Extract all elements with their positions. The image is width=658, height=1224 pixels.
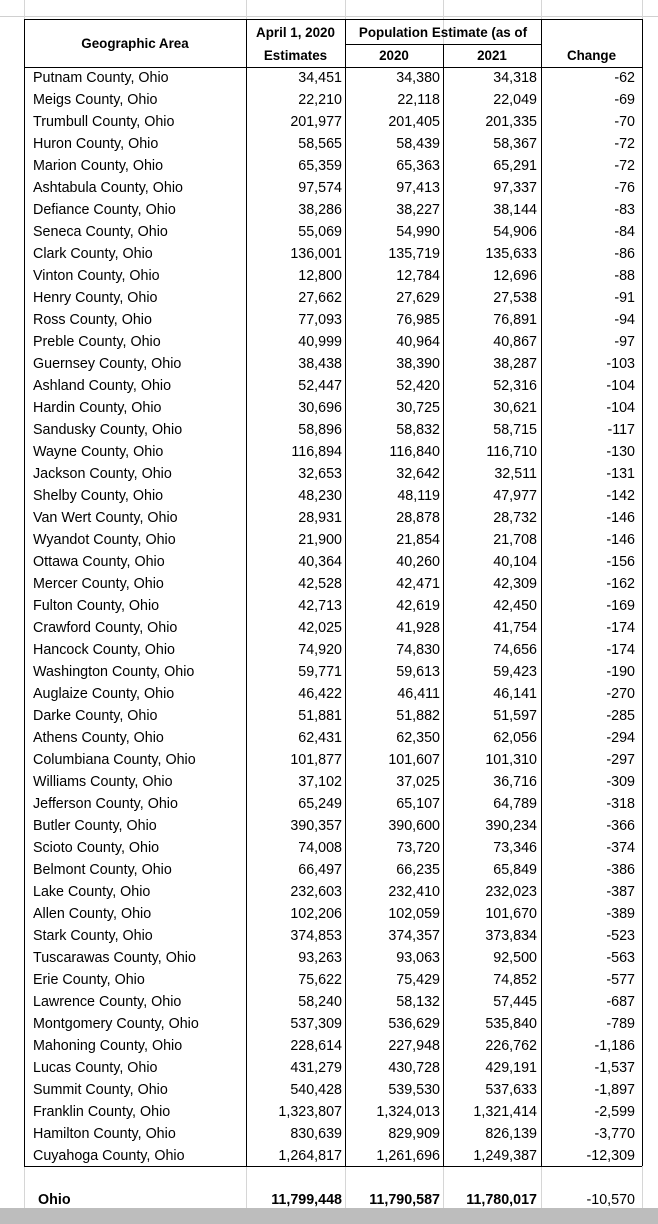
row-2021: 429,191 (485, 1060, 537, 1076)
row-base: 74,920 (298, 642, 342, 658)
row-area: Scioto County, Ohio (33, 840, 160, 856)
row-2020: 58,439 (396, 136, 440, 152)
row-base: 42,528 (298, 576, 342, 592)
row-change: -104 (606, 400, 635, 416)
table-right-border (642, 19, 643, 1166)
row-base: 228,614 (290, 1038, 342, 1054)
row-base: 12,800 (298, 268, 342, 284)
row-area: Ross County, Ohio (33, 312, 152, 328)
row-2021: 51,597 (493, 708, 537, 724)
row-area: Defiance County, Ohio (33, 202, 176, 218)
row-base: 232,603 (290, 884, 342, 900)
row-2021: 46,141 (493, 686, 537, 702)
row-2020: 227,948 (388, 1038, 440, 1054)
row-2021: 74,656 (493, 642, 537, 658)
row-2021: 1,321,414 (473, 1104, 537, 1120)
row-base: 116,894 (291, 444, 342, 460)
row-base: 37,102 (298, 774, 342, 790)
row-change: -389 (606, 906, 635, 922)
row-area: Wayne County, Ohio (33, 444, 164, 460)
row-2021: 74,852 (493, 972, 537, 988)
total-area: Ohio (38, 1192, 71, 1208)
row-change: -83 (614, 202, 635, 218)
row-2020: 32,642 (396, 466, 440, 482)
row-area: Belmont County, Ohio (33, 862, 172, 878)
row-2020: 58,132 (396, 994, 440, 1010)
row-2021: 58,367 (493, 136, 537, 152)
row-change: -3,770 (594, 1126, 635, 1142)
row-area: Seneca County, Ohio (33, 224, 168, 240)
row-area: Meigs County, Ohio (33, 92, 158, 108)
row-2021: 135,633 (485, 246, 537, 262)
row-2021: 65,849 (493, 862, 537, 878)
row-base: 390,357 (290, 818, 342, 834)
row-2020: 41,928 (396, 620, 440, 636)
row-2021: 21,708 (493, 532, 537, 548)
row-base: 74,008 (298, 840, 342, 856)
row-area: Putnam County, Ohio (33, 70, 169, 86)
row-change: -130 (606, 444, 635, 460)
row-2021: 57,445 (493, 994, 537, 1010)
row-base: 1,264,817 (278, 1148, 342, 1164)
row-2021: 65,291 (493, 158, 537, 174)
row-2020: 21,854 (396, 532, 440, 548)
row-area: Columbiana County, Ohio (33, 752, 196, 768)
row-change: -190 (606, 664, 635, 680)
row-2021: 27,538 (493, 290, 537, 306)
row-2020: 74,830 (396, 642, 440, 658)
row-2020: 374,357 (388, 928, 440, 944)
row-change: -1,186 (594, 1038, 635, 1054)
row-base: 42,713 (298, 598, 342, 614)
row-base: 77,093 (298, 312, 342, 328)
row-base: 101,877 (290, 752, 342, 768)
row-2020: 30,725 (396, 400, 440, 416)
row-area: Washington County, Ohio (33, 664, 195, 680)
row-change: -523 (606, 928, 635, 944)
row-area: Lucas County, Ohio (33, 1060, 158, 1076)
row-base: 102,206 (290, 906, 342, 922)
row-change: -104 (606, 378, 635, 394)
row-2020: 37,025 (396, 774, 440, 790)
row-2021: 101,310 (485, 752, 537, 768)
row-change: -174 (606, 620, 635, 636)
row-change: -72 (614, 158, 635, 174)
row-area: Preble County, Ohio (33, 334, 161, 350)
row-change: -577 (606, 972, 635, 988)
row-change: -146 (606, 532, 635, 548)
row-2020: 1,261,696 (376, 1148, 440, 1164)
total-2020: 11,790,587 (369, 1192, 440, 1208)
row-base: 62,431 (298, 730, 342, 746)
row-base: 51,881 (298, 708, 342, 724)
row-2021: 38,287 (493, 356, 537, 372)
row-base: 65,249 (298, 796, 342, 812)
row-change: -162 (606, 576, 635, 592)
row-2020: 58,832 (396, 422, 440, 438)
row-2021: 76,891 (493, 312, 537, 328)
row-area: Erie County, Ohio (33, 972, 145, 988)
horizontal-scrollbar[interactable] (0, 1208, 658, 1224)
row-2021: 32,511 (494, 466, 537, 482)
row-2021: 535,840 (485, 1016, 537, 1032)
header-estimates: Estimates (263, 48, 328, 63)
row-base: 58,896 (298, 422, 342, 438)
row-2020: 101,607 (388, 752, 440, 768)
row-change: -169 (606, 598, 635, 614)
row-2020: 38,227 (396, 202, 440, 218)
row-area: Hamilton County, Ohio (33, 1126, 176, 1142)
row-area: Jackson County, Ohio (33, 466, 172, 482)
row-2021: 101,670 (485, 906, 537, 922)
subheader-border (345, 44, 542, 45)
row-2021: 537,633 (485, 1082, 537, 1098)
row-change: -72 (614, 136, 635, 152)
row-2020: 232,410 (388, 884, 440, 900)
row-2021: 390,234 (485, 818, 537, 834)
row-change: -1,537 (594, 1060, 635, 1076)
row-area: Tuscarawas County, Ohio (33, 950, 196, 966)
row-base: 136,001 (290, 246, 342, 262)
row-change: -374 (606, 840, 635, 856)
row-2021: 62,056 (493, 730, 537, 746)
row-change: -387 (606, 884, 635, 900)
row-base: 38,438 (298, 356, 342, 372)
row-area: Allen County, Ohio (33, 906, 152, 922)
row-area: Van Wert County, Ohio (33, 510, 178, 526)
row-change: -687 (606, 994, 635, 1010)
row-base: 1,323,807 (278, 1104, 342, 1120)
row-area: Vinton County, Ohio (33, 268, 160, 284)
row-2021: 58,715 (493, 422, 537, 438)
row-area: Jefferson County, Ohio (33, 796, 178, 812)
row-area: Stark County, Ohio (33, 928, 153, 944)
row-area: Williams County, Ohio (33, 774, 173, 790)
row-2021: 92,500 (493, 950, 537, 966)
row-2021: 73,346 (493, 840, 537, 856)
row-2021: 30,621 (493, 400, 537, 416)
row-change: -88 (614, 268, 635, 284)
row-2020: 46,411 (397, 686, 440, 702)
row-change: -386 (606, 862, 635, 878)
row-2021: 42,450 (493, 598, 537, 614)
row-base: 30,696 (298, 400, 342, 416)
row-2021: 1,249,387 (473, 1148, 537, 1164)
row-change: -131 (606, 466, 635, 482)
row-2020: 54,990 (396, 224, 440, 240)
row-base: 38,286 (298, 202, 342, 218)
row-base: 28,931 (298, 510, 342, 526)
row-2020: 102,059 (388, 906, 440, 922)
row-2020: 40,964 (396, 334, 440, 350)
row-area: Ashtabula County, Ohio (33, 180, 183, 196)
row-2021: 34,318 (493, 70, 537, 86)
row-2020: 38,390 (396, 356, 440, 372)
row-2020: 65,363 (396, 158, 440, 174)
row-base: 58,565 (298, 136, 342, 152)
row-2021: 226,762 (485, 1038, 537, 1054)
total-2021: 11,780,017 (466, 1192, 537, 1208)
row-area: Darke County, Ohio (33, 708, 158, 724)
row-2020: 52,420 (396, 378, 440, 394)
row-change: -94 (614, 312, 635, 328)
row-area: Summit County, Ohio (33, 1082, 168, 1098)
row-2020: 75,429 (396, 972, 440, 988)
row-base: 40,364 (298, 554, 342, 570)
total-base: 11,799,448 (271, 1192, 342, 1208)
row-2021: 42,309 (493, 576, 537, 592)
row-2021: 52,316 (493, 378, 537, 394)
row-area: Clark County, Ohio (33, 246, 153, 262)
row-2020: 28,878 (396, 510, 440, 526)
row-area: Athens County, Ohio (33, 730, 164, 746)
row-change: -294 (606, 730, 635, 746)
row-2020: 59,613 (396, 664, 440, 680)
row-base: 59,771 (298, 664, 342, 680)
row-area: Crawford County, Ohio (33, 620, 178, 636)
header-year-2021: 2021 (477, 48, 507, 63)
row-2020: 40,260 (396, 554, 440, 570)
row-area: Fulton County, Ohio (33, 598, 160, 614)
row-base: 830,639 (290, 1126, 342, 1142)
row-change: -76 (614, 180, 635, 196)
row-2020: 93,063 (396, 950, 440, 966)
row-area: Lake County, Ohio (33, 884, 151, 900)
row-2020: 12,784 (396, 268, 440, 284)
row-change: -97 (614, 334, 635, 350)
row-base: 75,622 (298, 972, 342, 988)
row-base: 27,662 (298, 290, 342, 306)
row-change: -84 (614, 224, 635, 240)
row-2021: 47,977 (493, 488, 537, 504)
row-2021: 64,789 (493, 796, 537, 812)
row-base: 540,428 (290, 1082, 342, 1098)
row-base: 52,447 (298, 378, 342, 394)
row-2021: 22,049 (493, 92, 537, 108)
row-2021: 826,139 (485, 1126, 537, 1142)
row-2020: 76,985 (396, 312, 440, 328)
row-area: Trumbull County, Ohio (33, 114, 175, 130)
row-base: 93,263 (298, 950, 342, 966)
row-2020: 51,882 (396, 708, 440, 724)
row-change: -70 (614, 114, 635, 130)
total-change: -10,570 (586, 1192, 635, 1208)
row-change: -366 (606, 818, 635, 834)
row-base: 40,999 (298, 334, 342, 350)
row-2021: 59,423 (493, 664, 537, 680)
row-2020: 22,118 (397, 92, 440, 108)
row-2020: 201,405 (388, 114, 440, 130)
row-area: Huron County, Ohio (33, 136, 159, 152)
row-area: Hardin County, Ohio (33, 400, 162, 416)
table-left-border (24, 19, 25, 1166)
row-2020: 42,471 (396, 576, 440, 592)
header-geographic-area: Geographic Area (81, 36, 189, 51)
row-area: Shelby County, Ohio (33, 488, 164, 504)
row-2020: 97,413 (396, 180, 440, 196)
row-2021: 40,867 (493, 334, 537, 350)
row-area: Guernsey County, Ohio (33, 356, 182, 372)
row-change: -142 (606, 488, 635, 504)
row-area: Ottawa County, Ohio (33, 554, 165, 570)
row-change: -174 (606, 642, 635, 658)
row-change: -309 (606, 774, 635, 790)
row-base: 66,497 (298, 862, 342, 878)
header-april-2020: April 1, 2020 (256, 25, 335, 40)
row-2020: 34,380 (396, 70, 440, 86)
row-2021: 36,716 (493, 774, 537, 790)
row-2020: 539,530 (388, 1082, 440, 1098)
row-change: -270 (606, 686, 635, 702)
row-2020: 430,728 (388, 1060, 440, 1076)
row-base: 34,451 (298, 70, 342, 86)
row-change: -12,309 (586, 1148, 635, 1164)
row-2021: 232,023 (485, 884, 537, 900)
row-area: Mahoning County, Ohio (33, 1038, 183, 1054)
row-area: Marion County, Ohio (33, 158, 164, 174)
row-area: Hancock County, Ohio (33, 642, 175, 658)
row-area: Mercer County, Ohio (33, 576, 164, 592)
row-2020: 73,720 (396, 840, 440, 856)
row-2020: 42,619 (396, 598, 440, 614)
row-base: 374,853 (290, 928, 342, 944)
row-change: -789 (606, 1016, 635, 1032)
row-change: -69 (614, 92, 635, 108)
table-top-border (24, 19, 642, 20)
row-change: -318 (606, 796, 635, 812)
row-base: 21,900 (298, 532, 342, 548)
row-2021: 28,732 (493, 510, 537, 526)
row-2020: 65,107 (396, 796, 440, 812)
header-population-estimate: Population Estimate (as of (358, 25, 528, 40)
row-change: -103 (606, 356, 635, 372)
row-base: 55,069 (298, 224, 342, 240)
row-2021: 41,754 (493, 620, 537, 636)
row-base: 42,025 (298, 620, 342, 636)
row-area: Montgomery County, Ohio (33, 1016, 199, 1032)
row-2020: 66,235 (396, 862, 440, 878)
row-2020: 116,840 (389, 444, 440, 460)
row-change: -117 (607, 422, 635, 438)
header-year-2020: 2020 (379, 48, 409, 63)
row-2021: 38,144 (493, 202, 537, 218)
row-change: -146 (606, 510, 635, 526)
row-2021: 201,335 (485, 114, 537, 130)
row-change: -285 (606, 708, 635, 724)
row-base: 537,309 (290, 1016, 342, 1032)
row-2021: 54,906 (493, 224, 537, 240)
row-base: 431,279 (290, 1060, 342, 1076)
row-area: Cuyahoga County, Ohio (33, 1148, 185, 1164)
row-change: -1,897 (594, 1082, 635, 1098)
row-base: 48,230 (298, 488, 342, 504)
row-2020: 48,119 (397, 488, 440, 504)
row-change: -297 (606, 752, 635, 768)
row-area: Butler County, Ohio (33, 818, 157, 834)
row-2020: 829,909 (388, 1126, 440, 1142)
row-area: Lawrence County, Ohio (33, 994, 182, 1010)
row-base: 46,422 (298, 686, 342, 702)
row-2020: 536,629 (388, 1016, 440, 1032)
row-change: -86 (614, 246, 635, 262)
row-area: Sandusky County, Ohio (33, 422, 183, 438)
row-2021: 40,104 (493, 554, 537, 570)
row-base: 65,359 (298, 158, 342, 174)
row-2020: 27,629 (396, 290, 440, 306)
row-area: Franklin County, Ohio (33, 1104, 171, 1120)
row-2020: 390,600 (388, 818, 440, 834)
row-2021: 97,337 (493, 180, 537, 196)
row-2021: 373,834 (485, 928, 537, 944)
row-2020: 135,719 (388, 246, 440, 262)
row-2021: 116,710 (486, 444, 537, 460)
row-area: Auglaize County, Ohio (33, 686, 175, 702)
row-2020: 1,324,013 (376, 1104, 440, 1120)
column-header-strip (0, 0, 658, 17)
row-area: Ashland County, Ohio (33, 378, 172, 394)
row-change: -156 (606, 554, 635, 570)
header-change: Change (566, 48, 617, 63)
row-base: 58,240 (298, 994, 342, 1010)
row-area: Wyandot County, Ohio (33, 532, 176, 548)
row-base: 97,574 (298, 180, 342, 196)
row-2021: 12,696 (493, 268, 537, 284)
row-base: 32,653 (298, 466, 342, 482)
row-change: -62 (614, 70, 635, 86)
row-change: -2,599 (594, 1104, 635, 1120)
row-base: 22,210 (298, 92, 342, 108)
row-change: -563 (606, 950, 635, 966)
row-change: -91 (614, 290, 635, 306)
row-area: Henry County, Ohio (33, 290, 158, 306)
row-base: 201,977 (290, 114, 342, 130)
row-2020: 62,350 (396, 730, 440, 746)
